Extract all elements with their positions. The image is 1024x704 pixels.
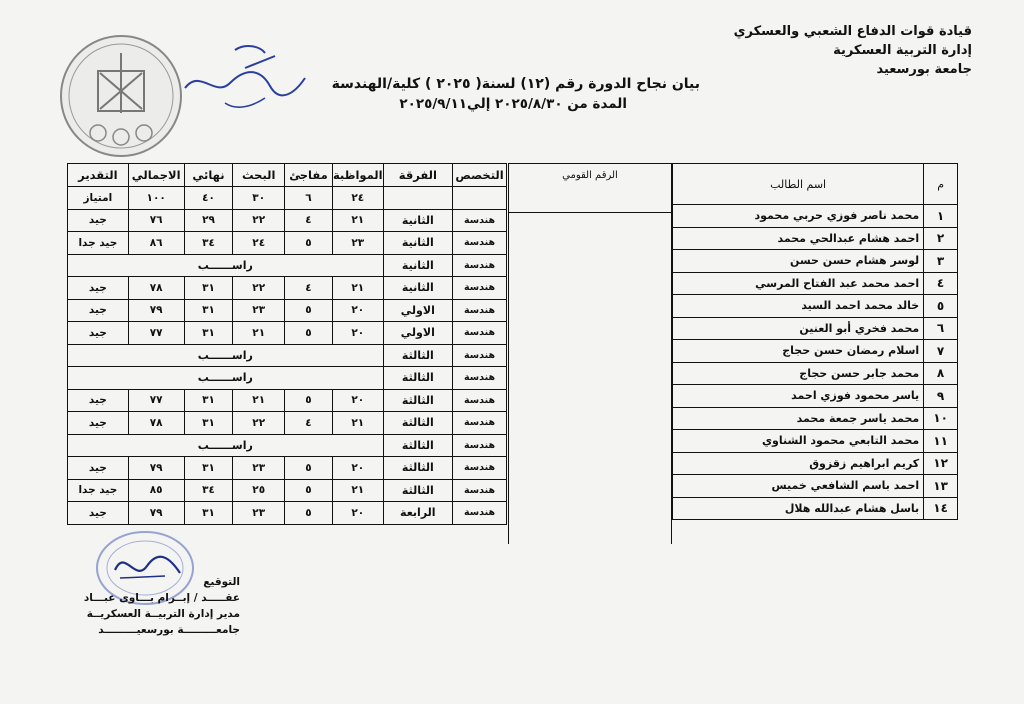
scores-row — [68, 254, 507, 277]
specialty-cell: هندسة — [453, 457, 507, 480]
student-row — [673, 452, 958, 475]
student-number: ٥ — [924, 295, 958, 318]
year-cell: الثالثة — [383, 389, 453, 412]
grade-cell: جيد — [68, 502, 129, 525]
scores-row — [68, 412, 507, 435]
student-name: ياسر محمود فوزي احمد — [673, 385, 924, 408]
col-national-id: الرقم القومي — [509, 164, 672, 213]
names-header-row — [673, 164, 958, 205]
research-cell: ٢٤ — [233, 232, 285, 255]
student-row — [673, 362, 958, 385]
total-cell: ٧٩ — [128, 502, 184, 525]
col-final: نهائي — [184, 164, 233, 187]
year-cell: الرابعة — [383, 502, 453, 525]
attendance-cell: ٢١ — [332, 277, 383, 300]
student-number: ١٠ — [924, 407, 958, 430]
student-name: احمد هشام عبدالحي محمد — [673, 227, 924, 250]
student-number: ٤ — [924, 272, 958, 295]
scores-row — [68, 232, 507, 255]
attendance-cell: ٢٣ — [332, 232, 383, 255]
surprise-cell: ٤ — [285, 277, 333, 300]
student-row — [673, 227, 958, 250]
specialty-cell: هندسة — [453, 254, 507, 277]
final-cell: ٣١ — [184, 502, 233, 525]
scores-row — [68, 479, 507, 502]
year-cell: الثانية — [383, 254, 453, 277]
scores-row — [68, 344, 507, 367]
failed-cell: راســــــب — [68, 254, 384, 277]
total-cell: ٧٦ — [128, 209, 184, 232]
col-attendance: المواظبة — [332, 164, 383, 187]
surprise-cell: ٤ — [285, 412, 333, 435]
col-research: البحث — [233, 164, 285, 187]
grade-cell: جيد — [68, 322, 129, 345]
attendance-cell: ٢١ — [332, 479, 383, 502]
research-cell: ٢١ — [233, 389, 285, 412]
col-surprise: مفاجئ — [285, 164, 333, 187]
final-cell: ٣٤ — [184, 479, 233, 502]
header-line-3: جامعة بورسعيد — [876, 62, 972, 77]
research-cell: ٢٣ — [233, 299, 285, 322]
scores-row — [68, 367, 507, 390]
header-block — [734, 22, 972, 79]
total-cell: ٧٧ — [128, 322, 184, 345]
student-number: ٨ — [924, 362, 958, 385]
specialty-cell: هندسة — [453, 232, 507, 255]
max-specialty-cell — [453, 187, 507, 210]
grade-cell: جيد جدا — [68, 479, 129, 502]
signatory-org: جامعـــــــــة بورسعيـــــــــد — [98, 624, 240, 636]
grade-cell: جيد — [68, 299, 129, 322]
final-cell: ٣٤ — [184, 232, 233, 255]
attendance-cell: ٢٠ — [332, 502, 383, 525]
research-cell: ٢٢ — [233, 412, 285, 435]
student-number: ٦ — [924, 317, 958, 340]
student-row — [673, 475, 958, 498]
research-cell: ٢٣ — [233, 457, 285, 480]
student-name: خالد محمد احمد السيد — [673, 295, 924, 318]
total-cell: ٨٦ — [128, 232, 184, 255]
surprise-cell: ٥ — [285, 502, 333, 525]
max-year-cell — [383, 187, 453, 210]
surprise-cell: ٥ — [285, 299, 333, 322]
student-row — [673, 205, 958, 228]
total-cell: ٧٨ — [128, 412, 184, 435]
grade-cell: جيد — [68, 389, 129, 412]
student-row — [673, 272, 958, 295]
document-title: بيان نجاح الدورة رقم (١٢) لسنة( ٢٠٢٥ ) كلية/الهندسة — [331, 76, 700, 92]
student-number: ١١ — [924, 430, 958, 453]
student-name: لوسر هشام حسن حسن — [673, 250, 924, 273]
failed-cell: راســــــب — [68, 367, 384, 390]
col-year: الفرقة — [383, 164, 453, 187]
max-total-cell: ١٠٠ — [128, 187, 184, 210]
total-cell: ٨٥ — [128, 479, 184, 502]
student-row — [673, 385, 958, 408]
col-name: اسم الطالب — [673, 164, 924, 205]
grade-cell: جيد — [68, 412, 129, 435]
student-name: محمد جابر حسن حجاج — [673, 362, 924, 385]
surprise-cell: ٤ — [285, 209, 333, 232]
specialty-cell: هندسة — [453, 389, 507, 412]
header-line-1: قيادة قوات الدفاع الشعبي والعسكري — [733, 24, 972, 39]
student-row — [673, 250, 958, 273]
scores-table — [67, 163, 507, 525]
student-row — [673, 497, 958, 520]
col-total: الاجمالي — [128, 164, 184, 187]
max-scores-row — [68, 187, 507, 210]
signature-block — [40, 574, 240, 638]
student-name: احمد باسم الشافعي خميس — [673, 475, 924, 498]
student-row — [673, 340, 958, 363]
scores-row — [68, 322, 507, 345]
attendance-cell: ٢٠ — [332, 457, 383, 480]
attendance-cell: ٢٠ — [332, 299, 383, 322]
col-grade: التقدير — [68, 164, 129, 187]
failed-cell: راســــــب — [68, 344, 384, 367]
max-surprise-cell: ٦ — [285, 187, 333, 210]
signatory-title: مدير إدارة التربيــة العسكريــة — [86, 608, 240, 620]
final-cell: ٣١ — [184, 299, 233, 322]
handwritten-signature-mark — [175, 38, 315, 118]
year-cell: الثانية — [383, 277, 453, 300]
col-m: م — [924, 164, 958, 205]
national-id-blank — [509, 213, 672, 545]
research-cell: ٢٢ — [233, 209, 285, 232]
year-cell: الاولي — [383, 322, 453, 345]
total-cell: ٧٨ — [128, 277, 184, 300]
emblem-logo — [58, 33, 184, 159]
surprise-cell: ٥ — [285, 479, 333, 502]
scores-row — [68, 277, 507, 300]
failed-cell: راســــــب — [68, 434, 384, 457]
specialty-cell: هندسة — [453, 344, 507, 367]
specialty-cell: هندسة — [453, 209, 507, 232]
student-number: ٣ — [924, 250, 958, 273]
scores-header-row — [68, 164, 507, 187]
scores-row — [68, 209, 507, 232]
student-number: ١٤ — [924, 497, 958, 520]
final-cell: ٣١ — [184, 389, 233, 412]
specialty-cell: هندسة — [453, 479, 507, 502]
course-period: المدة من ٢٠٢٥/٨/٣٠ إلي٢٠٢٥/٩/١١ — [399, 96, 627, 112]
year-cell: الثالثة — [383, 367, 453, 390]
student-number: ١٣ — [924, 475, 958, 498]
year-cell: الثانية — [383, 209, 453, 232]
scores-row — [68, 457, 507, 480]
signature-label: التوقيع — [203, 576, 240, 588]
scores-row — [68, 434, 507, 457]
student-name: محمد فخري أبو العنين — [673, 317, 924, 340]
year-cell: الثالثة — [383, 457, 453, 480]
scores-row — [68, 389, 507, 412]
attendance-cell: ٢١ — [332, 209, 383, 232]
final-cell: ٣١ — [184, 412, 233, 435]
specialty-cell: هندسة — [453, 299, 507, 322]
student-row — [673, 430, 958, 453]
year-cell: الثانية — [383, 232, 453, 255]
scores-row — [68, 299, 507, 322]
max-attendance-cell: ٢٤ — [332, 187, 383, 210]
signatory-name: عقـــــد / إبــرام بـــاوى عبـــاد — [83, 592, 240, 604]
surprise-cell: ٥ — [285, 232, 333, 255]
student-number: ١٢ — [924, 452, 958, 475]
header-line-2: إدارة التربية العسكرية — [833, 43, 972, 58]
year-cell: الثالثة — [383, 434, 453, 457]
student-row — [673, 317, 958, 340]
final-cell: ٣١ — [184, 322, 233, 345]
year-cell: الثالثة — [383, 479, 453, 502]
student-row — [673, 407, 958, 430]
final-cell: ٣١ — [184, 457, 233, 480]
total-cell: ٧٩ — [128, 299, 184, 322]
total-cell: ٧٩ — [128, 457, 184, 480]
student-number: ٧ — [924, 340, 958, 363]
max-grade-cell: امتياز — [68, 187, 129, 210]
student-row — [673, 295, 958, 318]
specialty-cell: هندسة — [453, 322, 507, 345]
research-cell: ٢٥ — [233, 479, 285, 502]
grade-cell: جيد — [68, 209, 129, 232]
student-name: محمد التابعي محمود الشناوي — [673, 430, 924, 453]
surprise-cell: ٥ — [285, 457, 333, 480]
max-research-cell: ٣٠ — [233, 187, 285, 210]
specialty-cell: هندسة — [453, 434, 507, 457]
specialty-cell: هندسة — [453, 277, 507, 300]
student-number: ١ — [924, 205, 958, 228]
total-cell: ٧٧ — [128, 389, 184, 412]
attendance-cell: ٢٠ — [332, 322, 383, 345]
names-table — [672, 163, 958, 520]
grade-cell: جيد — [68, 277, 129, 300]
research-cell: ٢١ — [233, 322, 285, 345]
year-cell: الاولي — [383, 299, 453, 322]
grade-cell: جيد — [68, 457, 129, 480]
grade-cell: جيد جدا — [68, 232, 129, 255]
research-cell: ٢٣ — [233, 502, 285, 525]
student-name: محمد ياسر جمعة محمد — [673, 407, 924, 430]
student-number: ٩ — [924, 385, 958, 408]
specialty-cell: هندسة — [453, 412, 507, 435]
col-specialty: التخصص — [453, 164, 507, 187]
final-cell: ٣١ — [184, 277, 233, 300]
year-cell: الثالثة — [383, 344, 453, 367]
attendance-cell: ٢١ — [332, 412, 383, 435]
surprise-cell: ٥ — [285, 322, 333, 345]
national-id-table — [508, 163, 672, 544]
student-name: محمد ناصر فوزي حربي محمود — [673, 205, 924, 228]
student-name: احمد محمد عبد الفتاح المرسي — [673, 272, 924, 295]
specialty-cell: هندسة — [453, 502, 507, 525]
scores-row — [68, 502, 507, 525]
specialty-cell: هندسة — [453, 367, 507, 390]
final-cell: ٢٩ — [184, 209, 233, 232]
research-cell: ٢٢ — [233, 277, 285, 300]
surprise-cell: ٥ — [285, 389, 333, 412]
max-final-cell: ٤٠ — [184, 187, 233, 210]
student-name: باسل هشام عبدالله هلال — [673, 497, 924, 520]
attendance-cell: ٢٠ — [332, 389, 383, 412]
student-name: كريم ابراهيم زقزوق — [673, 452, 924, 475]
student-name: اسلام رمضان حسن حجاج — [673, 340, 924, 363]
student-number: ٢ — [924, 227, 958, 250]
year-cell: الثالثة — [383, 412, 453, 435]
